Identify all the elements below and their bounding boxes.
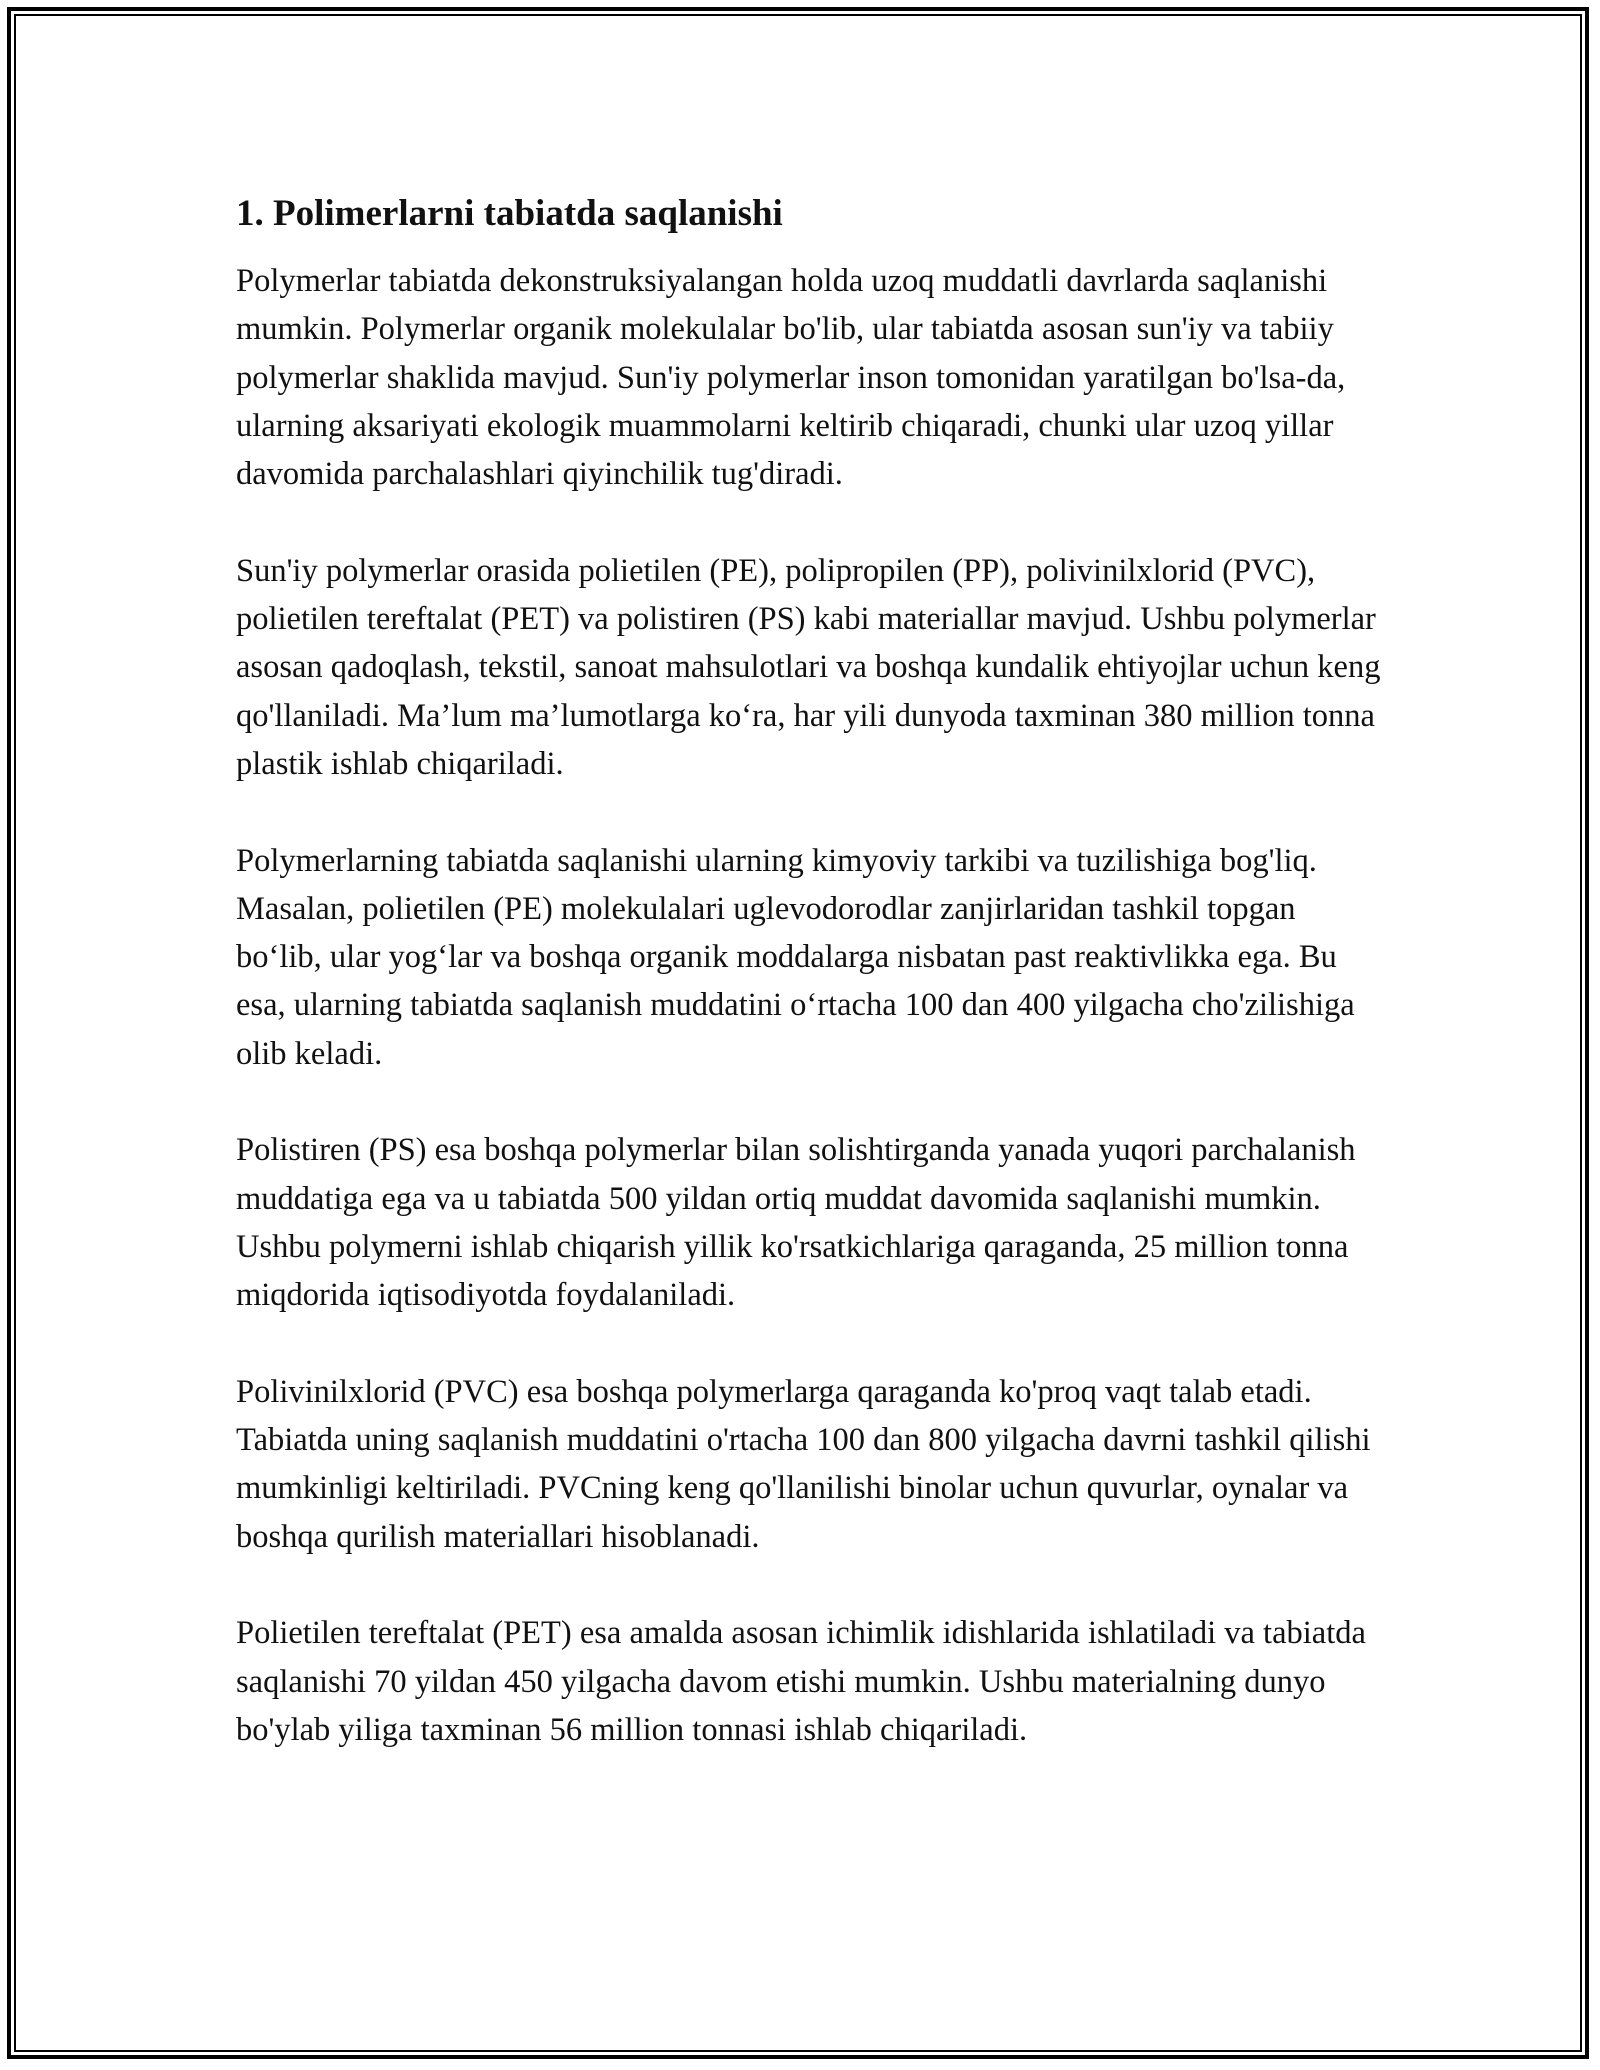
section-title: 1. Polimerlarni tabiatda saqlanishi — [236, 193, 783, 234]
paragraph-5: Polivinilxlorid (PVC) esa boshqa polymerlarga qaraganda ko'proq vaqt talab etadi. Tabiatda uning saqlanish muddatini o'rtacha 100 dan 800 yilgacha davrni tashkil qilishi mumkinligi keltiriladi. PVCning keng qo'llanilishi binolar uchun quvurlar, oynalar va boshqa qurilish materiallari hisoblanadi. — [236, 1373, 1371, 1555]
document-body — [236, 188, 1386, 1754]
paragraph-1: Polymerlar tabiatda dekonstruksiyalangan holda uzoq muddatli davrlarda saqlanishi mumkin. Polymerlar organik molekulalar bo'lib, ular tabiatda asosan sun'iy va tabiiy polymerlar shaklida mavjud. Sun'iy polymerlar inson tomonidan yaratilgan bo'lsa-da, ularning aksariyati ekologik muammolarni keltirib chiqaradi, chunki ular uzoq yillar davomida parchalashlari qiyinchilik tug'diradi. — [236, 263, 1346, 493]
paragraph-2: Sun'iy polymerlar orasida polietilen (PE), polipropilen (PP), polivinilxlorid (PVC), polietilen tereftalat (PET) va polistiren (PS) kabi materiallar mavjud. Ushbu polymerlar asosan qadoqlash, tekstil, sanoat mahsulotlari va boshqa kundalik ehtiyojlar uchun keng qo'llaniladi. Ma’lum ma’lumotlarga ko‘ra, har yili dunyoda taxminan 380 million tonna plastik ishlab chiqariladi. — [236, 552, 1381, 782]
paragraph-4: Polistiren (PS) esa boshqa polymerlar bilan solishtirganda yanada yuqori parchalanish muddatiga ega va u tabiatda 500 yildan ortiq muddat davomida saqlanishi mumkin. Ushbu polymerni ishlab chiqarish yillik ko'rsatkichlariga qaraganda, 25 million tonna miqdorida iqtisodiyotda foydalaniladi. — [236, 1132, 1356, 1314]
paragraph-6: Polietilen tereftalat (PET) esa amalda asosan ichimlik idishlarida ishlatiladi va tabiatda saqlanishi 70 yildan 450 yilgacha davom etishi mumkin. Ushbu materialning dunyo bo'ylab yiliga taxminan 56 million tonnasi ishlab chiqariladi. — [236, 1615, 1366, 1748]
paragraph-3: Polymerlarning tabiatda saqlanishi ularning kimyoviy tarkibi va tuzilishiga bog'liq. Masalan, polietilen (PE) molekulalari uglevodorodlar zanjirlaridan tashkil topgan bo‘lib, ular yog‘lar va boshqa organik moddalarga nisbatan past reaktivlikka ega. Bu esa, ularning tabiatda saqlanish muddatini o‘rtacha 100 dan 400 yilgacha cho'zilishiga olib keladi. — [236, 842, 1355, 1072]
